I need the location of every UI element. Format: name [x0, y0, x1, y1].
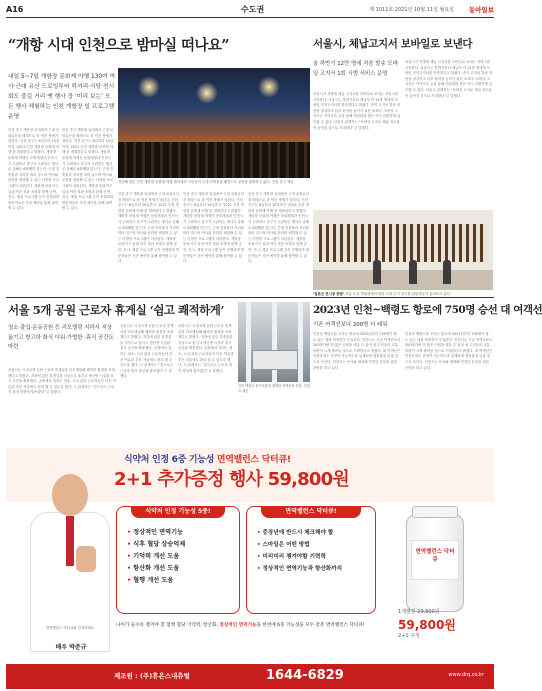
article1-subheadline: 내일 5~7일 개항장 문화재 야행 130여 역사·근대 유산 드로잉투어 럭셔리·식당·전시회도 즐길 거리 옛 행사 장 ‘미리 보는’ 모든 행사 체험하는 인천 개항장 일 프로그램 운영	[8, 74, 116, 120]
article3-subheadline: 청소·출입·운동공원 등 리모델링 지하서 지상 옮기고 방고하 화식 더워·가볍한 ·휴식 공간도 마련	[8, 325, 114, 350]
newspaper-brand: 동아일보	[468, 6, 494, 14]
ad-tagline	[124, 452, 291, 465]
ad-description-part2: 을 한번에 6중 기능성을 모두 갖춘 면역밸런스 닥터큐!	[256, 623, 365, 628]
ad-product-box-title: 면역밸런스 닥터큐!	[261, 506, 361, 518]
ad-model-illustration	[24, 468, 116, 684]
ad-benefits-box	[116, 506, 240, 614]
issue-date: 제 1011호 2021년 10월 11일 월요일	[369, 7, 454, 13]
ad-benefit-item: • 식후 혈당 상승억제	[127, 539, 185, 551]
ad-benefits-title: 식약처 인정 기능성 5중!	[131, 506, 225, 518]
article3-body-col2: 서울시는 시내 5개 공원 근로자 휴게실을 리모델링해 쾌적한 환경을 조성했다고 밝혔다. 지하에 있던 휴게실을 지상으로 옮기고 냉난방 시설과 휴식 공간을 확충했다. 공원에서 일하는 청소, 시설 관리 근로자들이 더운 여름과 추운 겨울에도 편히 쉴 수 있도록 했다. 시 관계자는 “앞으로도 근로자 복지 향상에 힘쓰겠다”고 말했다.	[120, 324, 174, 379]
article1-body-col3: 인천 중구 개항장 일대에서 근대 문화유산을 배경으로 한 야간 축제가 열린다. 인천 중구는 8일부터 10일까지 ‘2021 인천 개항장 문화재 야행’을 개최한다고 밝혔다. 개항장 문화재 야행은 문화재청과 인천시가 주최하고 중구가 주관하는 행사로 올해로 6회째를 맞는다. 근대 건축물과 거리를 따라 걸으며 역사와 문화를 체험할 수 있는 다양한 프로그램이 마련된다. 개항장 문화지구 일대 야간 경관 조명과 함께 공연, 전시, 체험 프로그램 등이 진행되며 방문객들은 사전 예약을 통해 참여할 수 있다.	[118, 192, 180, 264]
article4-photo-caption: 인천 백령도 용기포항에 정박한 여객선의 모습. 인천시 제공	[238, 384, 310, 393]
ad-description	[116, 622, 376, 630]
ad-product-box	[246, 506, 376, 614]
article4-headline: 2023년 인천~백령도 항로에 750명 승선 대 여객선	[313, 304, 542, 316]
article1-body-col4: 인천 중구 개항장 일대에서 근대 문화유산을 배경으로 한 야간 축제가 열린다. 인천 중구는 8일부터 10일까지 ‘2021 인천 개항장 문화재 야행’을 개최한다고 밝혔다. 개항장 문화재 야행은 문화재청과 인천시가 주최하고 중구가 주관하는 행사로 올해로 6회째를 맞는다. 근대 건축물과 거리를 따라 걸으며 역사와 문화를 체험할 수 있는 다양한 프로그램이 마련된다. 개항장 문화지구 일대 야간 경관 조명과 함께 공연, 전시, 체험 프로그램 등이 진행되며 방문객들은 사전 예약을 통해 참여할 수 있다.	[183, 192, 245, 264]
ad-product-point: • 정상적인 면역기능과 항산화까지	[257, 563, 342, 575]
article2-photo-caption-text: 서울 도성 박물관에서 열린 고대 무기 전시를 관람객들이 둘러보고 있다.	[345, 292, 451, 296]
article1-body-col5: 인천 중구 개항장 일대에서 근대 문화유산을 배경으로 한 야간 축제가 열린다. 인천 중구는 8일부터 10일까지 ‘2021 인천 개항장 문화재 야행’을 개최한다고 밝혔다. 개항장 문화재 야행은 문화재청과 인천시가 주최하고 중구가 주관하는 행사로 올해로 6회째를 맞는다. 근대 건축물과 거리를 따라 걸으며 역사와 문화를 체험할 수 있는 다양한 프로그램이 마련된다. 개항장 문화지구 일대 야간 경관 조명과 함께 공연, 전시, 체험 프로그램 등이 진행되며 방문객들은 사전 예약을 통해 참여할 수 있다.	[248, 192, 310, 264]
advertisement	[6, 448, 494, 689]
article4-body-col2: 인천과 백령도를 오가는 항로에 2023년부터 750명이 탈 수 있는 대형 여객선이 투입된다. 인천시는 기존 여객선보다 200명가량 더 많은 인원을 태울 수 있어 섬 주민들의 교통 불편이 크게 줄어들 것으로 기대한다고 밝혔다. 새 여객선은 악천후에도 운항이 가능하도록 설계되며 결항률을 낮출 것으로 보인다. 인천시는 선사와 협력해 안전한 운항을 위한 준비를 하고 있다.	[405, 332, 493, 370]
article3-body-col3: 서울시는 시내 5개 공원 근로자 휴게실을 리모델링해 쾌적한 환경을 조성했다고 밝혔다. 지하에 있던 휴게실을 지상으로 옮기고 냉난방 시설과 휴식 공간을 확충했다. 공원에서 일하는 청소, 시설 관리 근로자들이 더운 여름과 추운 겨울에도 편히 쉴 수 있도록 했다. 시 관계자는 “앞으로도 근로자 복지 향상에 힘쓰겠다”고 말했다.	[178, 324, 234, 373]
page-header	[6, 4, 494, 18]
ad-model-name: 배우 박준규	[55, 644, 87, 651]
product-label: 면역밸런스 닥터큐	[415, 549, 455, 563]
ad-description-highlight: 정상적인 면역기능	[219, 623, 257, 628]
concert-photo	[118, 68, 310, 178]
ad-promo-headline: 2+1 추가증정 행사 59,800원	[114, 469, 349, 490]
price-bundle-note: 2+1 구성	[398, 633, 420, 639]
section-divider	[6, 297, 494, 298]
ad-benefit-item: • 혈행 개선 도움	[127, 575, 185, 587]
article1-body-col2: 인천 중구 개항장 일대에서 근대 문화유산을 배경으로 한 야간 축제가 열린다. 인천 중구는 8일부터 10일까지 ‘2021 인천 개항장 문화재 야행’을 개최한다고 밝혔다. 개항장 문화재 야행은 문화재청과 인천시가 주최하고 중구가 주관하는 행사로 올해로 6회째를 맞는다. 근대 건축물과 거리를 따라 걸으며 역사와 문화를 체험할 수 있는 다양한 프로그램이 마련된다. 개항장 문화지구 일대 야간 경관 조명과 함께 공연, 전시, 체험 프로그램 등이 진행되며 방문객들은 사전 예약을 통해 참여할 수 있다.	[62, 128, 114, 211]
page-number: A16	[6, 5, 24, 14]
thumbs-up-icon	[76, 546, 96, 572]
ad-product-point: • 미리미리 챙겨야할 기력력	[257, 551, 342, 563]
article2-subheadline: 올 하반기 12만 명에 처음 발송 모바일 고지서 1회 시범 서비스 운영	[313, 61, 398, 77]
ad-model-caption: 면역밸런스 닥터큐와 건강하세요	[45, 626, 94, 630]
ad-benefit-item: • 기억력 개선 도움	[127, 551, 185, 563]
ad-tagline-red: 면역밸런스 닥터큐!	[216, 455, 291, 465]
article1-photo-caption: 지난해 열린 인천 개항장 문화재 야행 행사에서 시민들이 근대 건축물을 배경으로 공연을 관람하고 있다. 인천 중구 제공	[118, 180, 294, 184]
section-name: 수도권	[241, 5, 265, 14]
ad-benefit-item: • 항산화 개선 도움	[127, 563, 185, 575]
article2-body-col2: 서울시가 지방세 체납 고지서를 모바일로 보내는 서비스를 시작한다. 서울시는 하반기부터 체납자 약 12만 명에게 모바일 전자고지서를 발송한다고 밝혔다. 종이 고지서 발송 비용을 절감하고 납부 편의를 높이기 위한 조치다. 모바일 고지서는 카카오톡 등을 통해 전달되며 받은 즉시 간편하게 납부할 수 있다. 서울시 관계자는 “모바일 고지로 체납 징수율이 높아질 것으로 기대한다”고 말했다.	[405, 60, 493, 98]
ad-website[interactable]: www.drq.co.kr	[448, 672, 484, 678]
ad-description-part1: 나이가 들수록 챙겨야 할 혈행 혈당 기억력, 항산화,	[116, 623, 218, 628]
ad-benefit-item: • 정상적인 면역기능	[127, 527, 185, 539]
article2-body-col1: 서울시가 지방세 체납 고지서를 모바일로 보내는 서비스를 시작한다. 서울시는 하반기부터 체납자 약 12만 명에게 모바일 전자고지서를 발송한다고 밝혔다. 종이 고지서 발송 비용을 절감하고 납부 편의를 높이기 위한 조치다. 모바일 고지서는 카카오톡 등을 통해 전달되며 받은 즉시 간편하게 납부할 수 있다. 서울시 관계자는 “모바일 고지로 체납 징수율이 높아질 것으로 기대한다”고 말했다.	[313, 92, 401, 130]
ad-product-point: • 스마일은 어떤 방법	[257, 539, 342, 551]
article2-headline: 서울시, 체납고지서 보바일로 보낸다	[313, 38, 473, 50]
article3-headline: 서울 5개 공원 근로자 휴게실 ‘쉼고 쾌적하게’	[8, 303, 224, 317]
article1-body-col1: 인천 중구 개항장 일대에서 근대 문화유산을 배경으로 한 야간 축제가 열린다. 인천 중구는 8일부터 10일까지 ‘2021 인천 개항장 문화재 야행’을 개최한다고 밝혔다. 개항장 문화재 야행은 문화재청과 인천시가 주최하고 중구가 주관하는 행사로 올해로 6회째를 맞는다. 근대 건축물과 거리를 따라 걸으며 역사와 문화를 체험할 수 있는 다양한 프로그램이 마련된다. 개항장 문화지구 일대 야간 경관 조명과 함께 공연, 전시, 체험 프로그램 등이 진행되며 방문객들은 사전 예약을 통해 참여할 수 있다.	[8, 128, 60, 211]
ad-tagline-blue: 식약처 인정 6중 기능성	[124, 455, 215, 465]
exhibition-photo	[313, 210, 493, 290]
ad-footer	[6, 664, 494, 689]
ad-manufacturer: 제조원 : (주)휴온스내츄럴	[114, 672, 190, 680]
price-promo: 59,800원	[398, 618, 456, 632]
article4-subheadline: 기존 여객선보다 200명 더 태워	[313, 322, 388, 328]
article1-headline: “개항 시대 인천으로 밤마실 떠나요”	[8, 37, 229, 54]
article4-body-col1: 인천과 백령도를 오가는 항로에 2023년부터 750명이 탈 수 있는 대형 여객선이 투입된다. 인천시는 기존 여객선보다 200명가량 더 많은 인원을 태울 수 있어 섬 주민들의 교통 불편이 크게 줄어들 것으로 기대한다고 밝혔다. 새 여객선은 악천후에도 운항이 가능하도록 설계되며 결항률을 낮출 것으로 보인다. 인천시는 선사와 협력해 안전한 운항을 위한 준비를 하고 있다.	[313, 332, 401, 370]
article2-photo-caption-title: ‘일본군 전시장 관람’	[313, 292, 345, 296]
article3-body-col1: 서울시는 시내 5개 공원 근로자 휴게실을 리모델링해 쾌적한 환경을 조성했다고 밝혔다. 지하에 있던 휴게실을 지상으로 옮기고 냉난방 시설과 휴식 공간을 확충했다. 공원에서 일하는 청소, 시설 관리 근로자들이 더운 여름과 추운 겨울에도 편히 쉴 수 있도록 했다. 시 관계자는 “앞으로도 근로자 복지 향상에 힘쓰겠다”고 말했다.	[8, 368, 116, 395]
price-single: 1개월분 29,800원	[398, 609, 440, 615]
ad-phone-number[interactable]: 1644-6829	[266, 668, 344, 683]
ferry-photo	[238, 302, 310, 382]
ad-product-point: • 중장년에 반드시 체크해야 할	[257, 527, 342, 539]
